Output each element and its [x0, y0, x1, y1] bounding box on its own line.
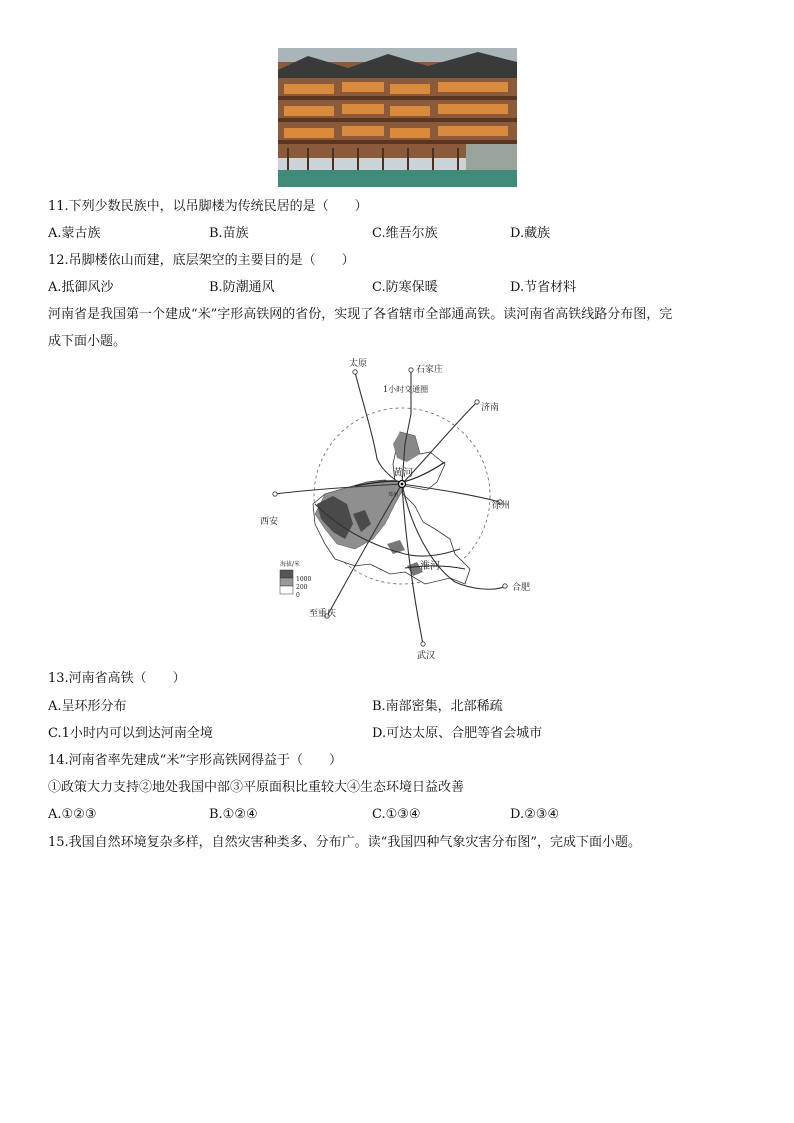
q12-option-c[interactable]: C.防寒保暖 — [372, 280, 438, 295]
q13-option-d[interactable]: D.可达太原、合肥等省会城市 — [372, 726, 543, 741]
city-label-hefei: 合肥 — [512, 583, 531, 593]
q14-option-a[interactable]: A.①②③ — [48, 807, 97, 822]
q14-option-c[interactable]: C.①③④ — [372, 807, 421, 822]
legend-title: 海拔/米 — [280, 561, 301, 568]
river-label-huanghe: 黄河 — [393, 468, 413, 479]
q13-option-b[interactable]: B.南部密集，北部稀疏 — [372, 699, 503, 714]
intro-henan-line2: 成下面小题。 — [48, 334, 127, 349]
question-12-stem: 12.吊脚楼依山而建，底层架空的主要目的是（ ） — [48, 253, 355, 268]
q12-option-d[interactable]: D.节省材料 — [510, 280, 577, 295]
city-label-taiyuan: 太原 — [349, 359, 368, 369]
question-11-stem: 11.下列少数民族中，以吊脚楼为传统民居的是（ ） — [48, 199, 368, 214]
q14-statements: ①政策大力支持②地处我国中部③平原面积比重较大④生态环境日益改善 — [48, 780, 465, 795]
city-label-xian: 西安 — [260, 517, 279, 527]
elevation-legend — [280, 560, 311, 599]
stilt-house-photo — [278, 48, 517, 187]
city-label-wuhan: 武汉 — [417, 651, 436, 661]
q11-option-d[interactable]: D.藏族 — [510, 226, 551, 241]
q11-option-b[interactable]: B.苗族 — [209, 226, 249, 241]
q13-option-a[interactable]: A.呈环形分布 — [48, 699, 127, 714]
q12-option-a[interactable]: A.抵御风沙 — [48, 280, 114, 295]
q11-option-c[interactable]: C.维吾尔族 — [372, 226, 438, 241]
intro-henan-line1: 河南省是我国第一个建成“米”字形高铁网的省份，实现了各省辖市全部通高铁。读河南省高铁线路分布图，完 — [48, 307, 673, 322]
q13-option-c[interactable]: C.1小时内可以到达河南全境 — [48, 726, 213, 741]
q14-option-d[interactable]: D.②③④ — [510, 807, 560, 822]
q14-option-b[interactable]: B.①②④ — [209, 807, 258, 822]
city-label-jinan: 济南 — [481, 403, 500, 413]
legend-level-1000: 1000 — [296, 576, 312, 583]
question-13-stem: 13.河南省高铁（ ） — [48, 671, 186, 686]
city-label-chongqing: 至重庆 — [309, 609, 337, 619]
legend-level-0: 0 — [296, 592, 300, 599]
river-label-huaihe: 淮河 — [420, 561, 440, 572]
question-15-stem: 15.我国自然环境复杂多样，自然灾害种类多、分布广。读“我国四种气象灾害分布图”，完成下面小题。 — [48, 835, 641, 850]
question-14-stem: 14.河南省率先建成“米”字形高铁网得益于（ ） — [48, 753, 342, 768]
city-label-shijiazhuang: 石家庄 — [416, 365, 444, 375]
city-label-zhengzhou: 郑州 — [388, 492, 399, 498]
q11-option-a[interactable]: A.蒙古族 — [48, 226, 101, 241]
city-label-xuzhou: 徐州 — [492, 501, 511, 511]
q12-option-b[interactable]: B.防潮通风 — [209, 280, 275, 295]
one-hour-circle-label: 1小时交通圈 — [383, 385, 429, 394]
henan-railway-map — [255, 354, 540, 664]
legend-level-200: 200 — [296, 584, 308, 591]
